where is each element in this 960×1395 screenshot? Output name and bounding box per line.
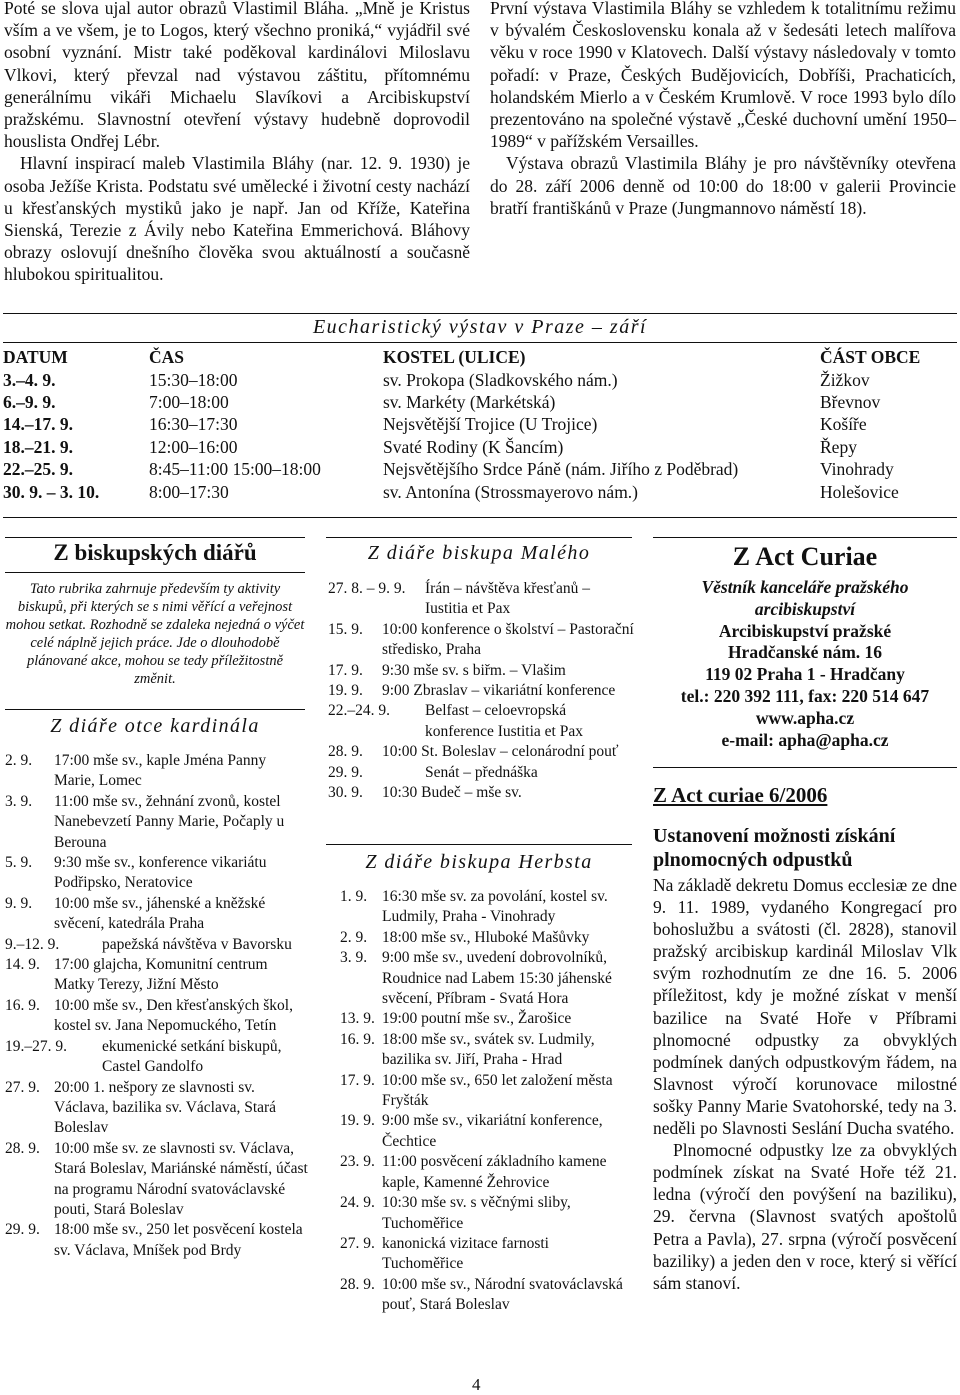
- act-article-heading: Ustanovení možnosti získání plnomocných odpustků: [653, 825, 896, 871]
- act-phone: tel.: 220 392 111, fax: 220 514 647: [680, 685, 930, 706]
- maly-section-title: Z diáře biskupa Malého: [367, 542, 591, 564]
- list-item: [340, 1152, 632, 1193]
- date-cell: 14.–17. 9.: [3, 414, 73, 435]
- entry-date: 28. 9.: [328, 743, 363, 761]
- time-cell: 8:00–17:30: [149, 481, 229, 502]
- list-item: [328, 783, 634, 803]
- act-subtitle: Věstník kanceláře pražského arcibiskupství: [701, 577, 909, 619]
- act-address-line1: Hradčanské nám. 16: [727, 642, 883, 663]
- intro-left-column: [4, 0, 470, 286]
- entry-text: 18:00 mše sv., svátek sv. Ludmily, bazilika sv. Jiří, Praha - Hrad: [382, 1030, 595, 1069]
- entry-date: 19. 9.: [340, 1112, 375, 1130]
- time-cell: 16:30–17:30: [149, 414, 238, 435]
- section-rule: [5, 709, 305, 710]
- entry-text: 9:00 Zbraslav – vikariátní konference: [382, 682, 616, 700]
- entry-text: 10:00 konference o školství – Pastorační středisko, Praha: [382, 620, 634, 659]
- entry-date: 29. 9.: [328, 763, 363, 781]
- entry-text: 18:00 mše sv., 250 let posvěcení kostela sv. Václava, Mníšek pod Brdy: [54, 1221, 303, 1259]
- list-item: [5, 894, 309, 935]
- district-cell: Vinohrady: [820, 459, 894, 480]
- entry-date: 15. 9.: [328, 620, 363, 638]
- act-imprint: [653, 577, 957, 751]
- entry-text: 10:00 mše sv., Národní svatováclavská pouť, Stará Boleslav: [382, 1275, 623, 1314]
- entry-date: 27. 8. – 9. 9.: [328, 580, 406, 597]
- entry-text: 10:00 mše sv., Den křesťanských škol, kostel sv. Jana Nepomuckého, Tetín: [54, 996, 293, 1035]
- list-item: [5, 1139, 309, 1221]
- entry-date: 19.–27. 9.: [5, 1037, 67, 1055]
- entry-date: 27. 9.: [5, 1078, 40, 1096]
- schedule-title: Eucharistický výstav v Praze – září: [312, 316, 648, 338]
- box-rule-top: [653, 537, 957, 538]
- bishops-box-title: Z biskupských diářů: [53, 540, 257, 565]
- section-rule: [326, 537, 632, 538]
- entry-date: 17. 9.: [340, 1071, 375, 1089]
- bishops-box-note: [5, 580, 305, 688]
- table-row: [3, 369, 957, 391]
- entry-date: 17. 9.: [328, 661, 363, 679]
- entry-text: 16:30 mše sv. za povolání, kostel sv. Ludmily, Praha - Vinohrady: [382, 888, 608, 926]
- entry-text: Belfast – celoevropská konference Iustitia et Pax: [425, 702, 583, 740]
- table-row: [3, 391, 957, 413]
- act-paragraph: Plnomocné odpustky lze za obvyklých podmínek získat na Svaté Hoře též 21. ledna (výročí den povýšení na baziliku), 29. června (Slavnost svatých apoštolů Petra a Pavla), 27. srpna (výročí posvěcení baziliky) a jeden den v roce, který si věřící sám stanoví.: [653, 1140, 957, 1293]
- church-cell: sv. Prokopa (Sladkovského nám.): [383, 369, 618, 390]
- entry-text: kanonická vizitace farnosti Tuchoměřice: [382, 1234, 549, 1273]
- act-address-line2: 119 02 Praha 1 - Hradčany: [705, 664, 905, 685]
- entry-date: 23. 9.: [340, 1153, 375, 1171]
- list-item: [328, 579, 634, 620]
- column-header-time: ČAS: [149, 347, 185, 367]
- intro-paragraph: Poté se slova ujal autor obrazů Vlastimil Bláha. „Mně je Kristus vším a ve všem, je to Logos, který všechno proniká,“ vyjádřil své osobní vyznání. Mistr také poděkoval kardinálovi Miloslavu Vlkovi, který převzal nad výstavou záštitu, přítomnému generálnímu vikáři Michaelu Slavíkovi a Arcibiskupství pražskému. Slavnostní otevření výstavy hudebně doprovodil houslista Ondřej Lébr.: [4, 0, 470, 152]
- district-cell: Řepy: [820, 436, 857, 457]
- act-org: Arcibiskupství pražské: [718, 620, 892, 641]
- column-header-church: KOSTEL (ULICE): [383, 347, 526, 367]
- list-item: [340, 1111, 632, 1152]
- entry-date: 24. 9.: [340, 1194, 375, 1212]
- time-cell: 12:00–16:00: [149, 436, 238, 457]
- list-item: [328, 620, 634, 661]
- entry-date: 14. 9.: [5, 956, 40, 974]
- box-rule-top: [5, 537, 305, 538]
- church-cell: Svaté Rodiny (K Šancím): [383, 436, 564, 457]
- entry-date: 16. 9.: [340, 1030, 375, 1048]
- entry-date: 13. 9.: [340, 1010, 375, 1028]
- entry-text: Írán – návštěva křesťanů – Iustitia et Pax: [425, 580, 591, 618]
- time-cell: 15:30–18:00: [149, 369, 238, 390]
- date-cell: 18.–21. 9.: [3, 436, 73, 457]
- list-item: [340, 1234, 632, 1275]
- list-item: [328, 742, 634, 762]
- act-title: Z Act Curiae: [732, 542, 878, 571]
- date-cell: 3.–4. 9.: [3, 369, 56, 390]
- entry-text: 18:00 mše sv., Hluboké Mašůvky: [382, 928, 590, 946]
- entry-text: 11:00 posvěcení základního kamene kaple, Kamenné Žehrovice: [382, 1153, 607, 1191]
- district-cell: Košíře: [820, 414, 867, 435]
- list-item: [340, 948, 632, 1009]
- entry-text: 10:00 St. Boleslav – celonárodní pouť: [382, 743, 619, 761]
- schedule-banner: [3, 313, 957, 343]
- column-header-date: DATUM: [3, 347, 68, 367]
- act-email: e-mail: apha@apha.cz: [721, 729, 889, 750]
- list-item: [5, 996, 309, 1037]
- church-cell: sv. Markéty (Markétská): [383, 392, 556, 413]
- entry-date: 27. 9.: [340, 1234, 375, 1252]
- entry-date: 9.–12. 9.: [5, 935, 60, 953]
- list-item: [340, 887, 632, 928]
- entry-text: 11:00 mše sv., žehnání zvonů, kostel Nanebevzetí Panny Marie, Počaply u Berouna: [54, 792, 285, 851]
- list-item: [340, 1071, 632, 1112]
- entry-date: 9. 9.: [5, 894, 33, 912]
- schedule-header-row: [3, 346, 957, 369]
- district-cell: Břevnov: [820, 392, 881, 413]
- entry-text: 9:30 mše sv. s biřm. – Vlašim: [382, 661, 566, 679]
- entry-text: 9:00 mše sv., uvedení dobrovolníků, Roudnice nad Labem 15:30 jáhenské svěcení, Příbram - Svatá Hora: [382, 949, 612, 1008]
- entry-text: 17:00 mše sv., kaple Jména Panny Marie, Lomec: [54, 752, 267, 790]
- list-item: [340, 1030, 632, 1071]
- table-row: [3, 414, 957, 436]
- section-divider: [3, 517, 957, 518]
- act-article-body: [653, 874, 957, 1294]
- column-header-district: ČÁST OBCE: [820, 347, 921, 367]
- date-cell: 6.–9. 9.: [3, 392, 56, 413]
- district-cell: Holešovice: [820, 481, 899, 502]
- table-row: [3, 436, 957, 458]
- list-item: [5, 1078, 309, 1139]
- entry-text: 17:00 glajcha, Komunitní centrum Matky Terezy, Jižní Město: [54, 956, 268, 994]
- time-cell: 8:45–11:00 15:00–18:00: [149, 459, 321, 480]
- entry-date: 2. 9.: [340, 928, 368, 946]
- intro-right-column: [490, 0, 956, 219]
- herbst-section-title: Z diáře biskupa Herbsta: [365, 851, 593, 873]
- list-item: [340, 1009, 632, 1029]
- entry-text: papežská návštěva v Bavorsku: [102, 935, 292, 953]
- entry-text: 10:30 Budeč – mše sv.: [382, 784, 522, 802]
- list-item: [328, 661, 634, 681]
- entry-date: 1. 9.: [340, 888, 368, 905]
- section-rule: [326, 844, 632, 845]
- intro-paragraph: První výstava Vlastimila Bláhy se vzhledem k totalitnímu režimu v bývalém Československu konala až v šedesáti letech malířova věku v roce 1990 v Klatovech. Další výstavy následovaly v tomto pořadí: v Praze, Českých Budějovicích, Dobříši, Prachaticích, holandském Mierlo a v Českém Krumlově. V roce 1993 bylo dílo prezentováno na společné výstavě „České duchovní umění 1950–1989“ v pařížském Versailles.: [490, 0, 956, 152]
- schedule-table: [3, 346, 957, 503]
- entry-text: 9:00 mše sv., vikariátní konference, Čechtice: [382, 1112, 603, 1150]
- entry-date: 19. 9.: [328, 682, 363, 700]
- entry-date: 16. 9.: [5, 996, 40, 1014]
- list-item: [328, 681, 634, 701]
- entry-text: 9:30 mše sv., konference vikariátu Podřipsko, Neratovice: [54, 854, 267, 892]
- entry-text: 19:00 poutní mše sv., Žarošice: [382, 1010, 572, 1028]
- intro-paragraph: Hlavní inspirací maleb Vlastimila Bláhy (nar. 12. 9. 1930) je osoba Ježíše Krista. Podstatu své umělecké i životní cesty nachází u křesťanských mystiků jako je např. Jan od Kříže, Kateřina Sienská, Terezie z Ávily nebo Kateřina Emmerichová. Bláhovy obrazy oslovují dnešního člověka svou aktuálností a současně hlubokou spiritualitou.: [4, 153, 470, 285]
- page-number: 4: [472, 1375, 481, 1394]
- date-cell: 30. 9. – 3. 10.: [3, 481, 100, 502]
- entry-date: 3. 9.: [5, 792, 33, 810]
- cardinal-schedule: [5, 751, 309, 1261]
- act-website: www.apha.cz: [755, 707, 855, 728]
- entry-date: 22.–24. 9.: [328, 702, 390, 720]
- act-issue: Z Act curiae 6/2006: [653, 783, 828, 807]
- entry-text: ekumenické setkání biskupů, Castel Gandolfo: [102, 1037, 282, 1076]
- list-item: [328, 763, 634, 783]
- list-item: [5, 853, 309, 894]
- entry-text: 10:00 mše sv., jáhenské a kněžské svěcení, katedrála Praha: [54, 894, 266, 933]
- entry-text: 10:00 mše sv. ze slavnosti sv. Václava, Stará Boleslav, Mariánské náměstí, účast na programu Národní svatováclavské pouti, Stará Boleslav: [54, 1139, 308, 1218]
- list-item: [340, 1275, 632, 1316]
- entry-date: 3. 9.: [340, 949, 368, 967]
- intro-paragraph: Výstava obrazů Vlastimila Bláhy je pro návštěvníky otevřena do 28. září 2006 denně od 10:00 do 18:00 v galerii Provincie bratří františkánů v Praze (Jungmannovo náměstí 18).: [490, 153, 956, 218]
- note-rest: Rozhodně se zdaleka nejedná o výčet celé náplně jejich práce. Jde o dlouhodobě plánované akce, mohou se tedy příležitostně změnit.: [26, 617, 305, 687]
- church-cell: Nejsvětějšího Srdce Páně (nám. Jiřího z Poděbrad): [383, 459, 739, 480]
- list-item: [5, 751, 309, 792]
- district-cell: Žižkov: [820, 369, 870, 390]
- list-item: [5, 1037, 309, 1078]
- church-cell: sv. Antonína (Strossmayerovo nám.): [383, 481, 639, 502]
- table-row: [3, 459, 957, 481]
- list-item: [328, 701, 634, 742]
- time-cell: 7:00–18:00: [149, 392, 229, 413]
- entry-text: 20:00 1. nešpory ze slavnosti sv. Václava, bazilika sv. Václava, Stará Boleslav: [54, 1078, 277, 1137]
- list-item: [5, 792, 309, 853]
- entry-date: 28. 9.: [340, 1275, 375, 1293]
- entry-date: 28. 9.: [5, 1139, 40, 1157]
- entry-text: Senát – přednáška: [425, 763, 538, 781]
- entry-text: 10:00 mše sv., 650 let založení města Fryšták: [382, 1071, 613, 1110]
- act-paragraph: Na základě dekretu Domus ecclesiæ ze dne 9. 11. 1989, vydaného Kongregací pro bohoslužbu a svátosti (čl. 2828), stanovil pražský arcibiskup kardinál Miloslav Vlk svým rozhodnutím ze dne 16. 5. 2006 příležitost, kdy je možné získat v menší bazilice na Svaté Hoře v Příbrami plnomocné odpustky za obvyklých podmínek daných odpustkovým řádem, na Slavnost výročí korunovace milostné sošky Panny Marie Svatohorské, tedy na 3. neděli po Slavnosti Seslání Ducha svatého.: [653, 875, 957, 1139]
- note-lead: Tato rubrika zahrnuje především ty aktivity biskupů, při kterých se s nimi věřící a veřejnost mohou setkat.: [5, 581, 293, 633]
- herbst-schedule: [340, 887, 632, 1316]
- table-row: [3, 481, 957, 503]
- maly-schedule: [328, 579, 634, 803]
- entry-date: 29. 9.: [5, 1221, 40, 1239]
- church-cell: Nejsvětější Trojice (U Trojice): [383, 414, 598, 435]
- list-item: [5, 1220, 309, 1261]
- box-rule-bottom: [5, 572, 305, 573]
- list-item: [5, 935, 309, 955]
- box-rule-bottom: [653, 767, 957, 768]
- entry-date: 5. 9.: [5, 854, 33, 872]
- entry-date: 2. 9.: [5, 752, 33, 769]
- list-item: [5, 955, 309, 996]
- entry-text: 10:30 mše sv. s věčnými sliby, Tuchoměřice: [382, 1194, 571, 1232]
- date-cell: 22.–25. 9.: [3, 459, 73, 480]
- entry-date: 30. 9.: [328, 784, 363, 802]
- cardinal-section-title: Z diáře otce kardinála: [50, 715, 260, 737]
- list-item: [340, 1193, 632, 1234]
- list-item: [340, 928, 632, 948]
